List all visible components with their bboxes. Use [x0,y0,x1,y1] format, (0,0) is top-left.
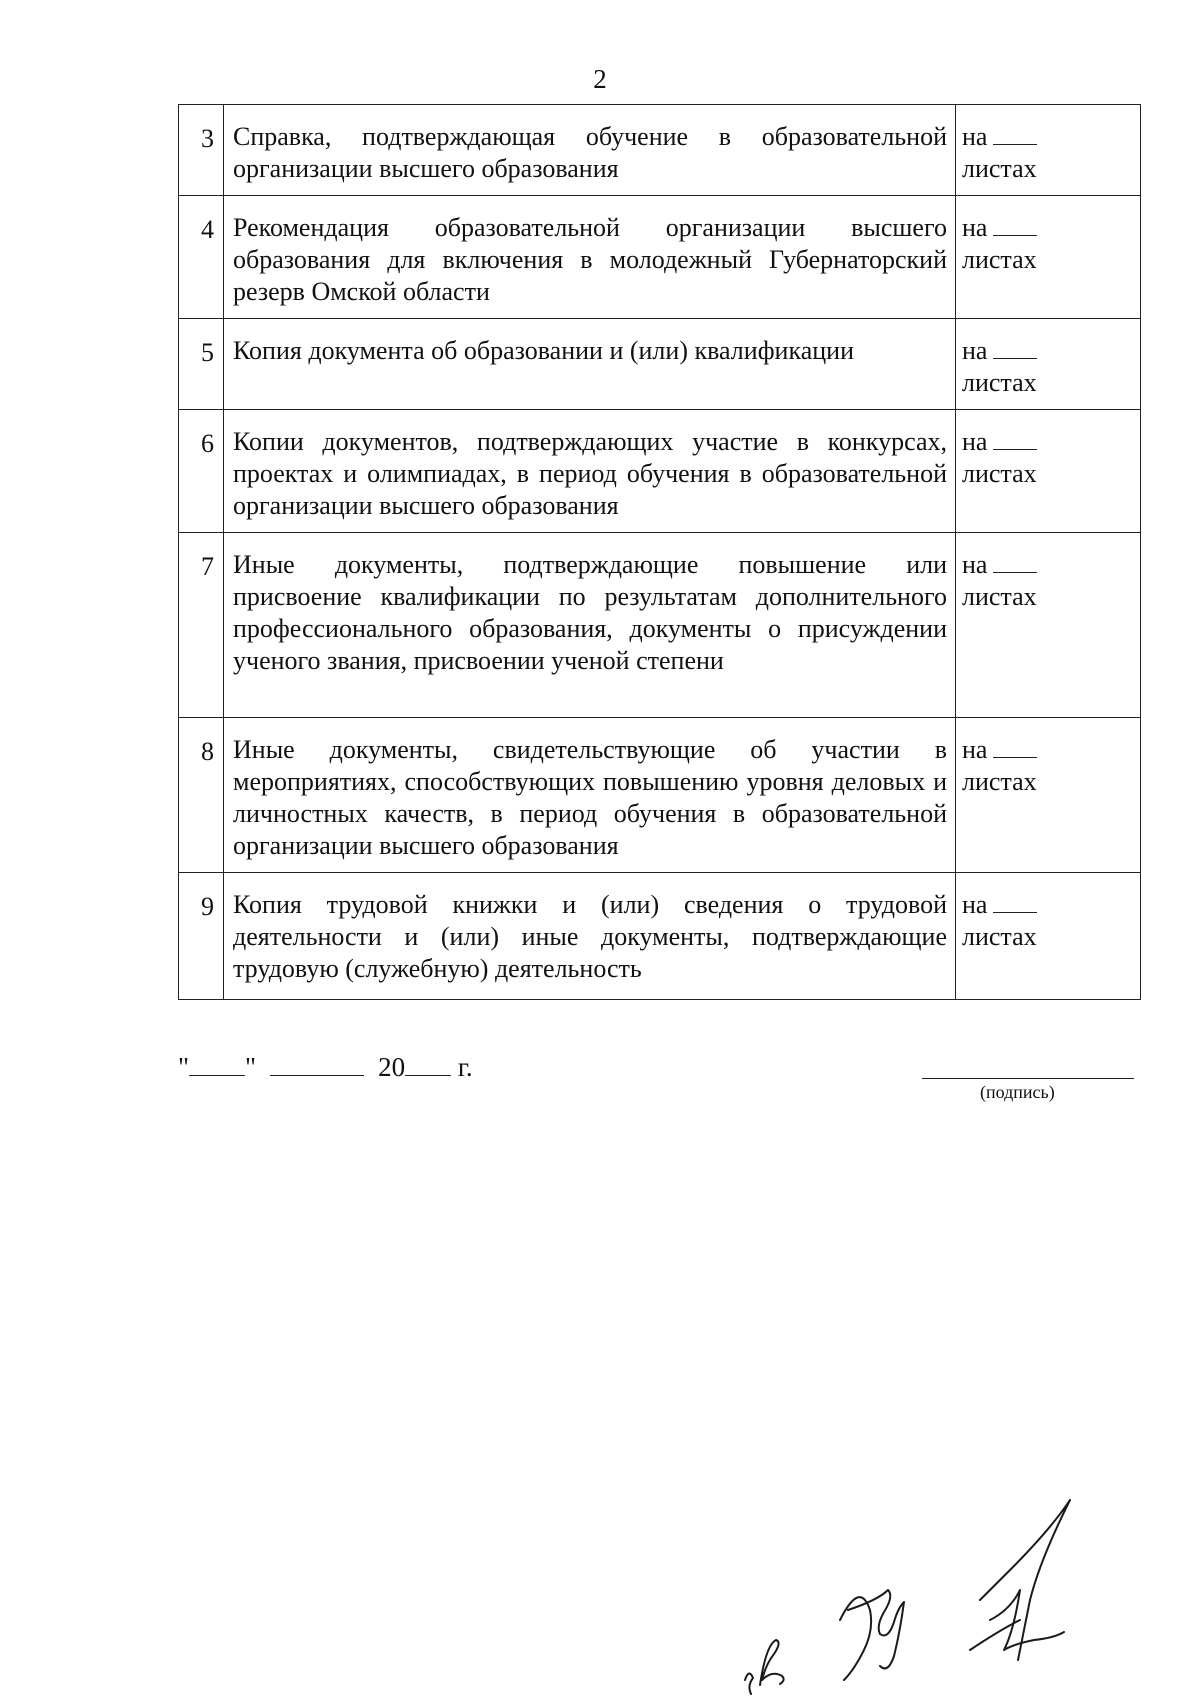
sheets-count-cell [956,718,1141,873]
sheets-suffix: листах [962,368,1037,397]
signature-stroke-two [970,1500,1070,1660]
row-number: 7 [179,533,224,718]
sheets-prefix: на [962,213,988,242]
sheets-count-cell [956,196,1141,319]
table-row [179,319,1141,410]
table-row [179,410,1141,533]
sheets-count-cell [956,873,1141,1000]
document-description: Иные документы, подтверждающие повышение или присвоение квалификации по результатам дополнительного профессионального образования, документы о присуждении ученого звания, присвоении ученой степени [224,533,956,718]
handwritten-signatures [730,1480,1150,1697]
sheets-blank-field [993,427,1037,450]
row-number: 3 [179,105,224,196]
table-row [179,196,1141,319]
signature-caption: (подпись) [980,1082,1055,1102]
table-row [179,718,1141,873]
sheets-blank-field [993,890,1037,913]
table-row [179,105,1141,196]
sheets-suffix: листах [962,767,1037,796]
month-blank [270,1053,364,1076]
row-number: 8 [179,718,224,873]
sheets-prefix: на [962,890,988,919]
sheets-blank-field [993,213,1037,236]
day-blank [189,1053,245,1076]
signature-stroke-one [840,1590,904,1680]
sheets-count-cell [956,410,1141,533]
year-suffix: г. [457,1052,473,1082]
quote-open: " [178,1052,190,1082]
row-number: 4 [179,196,224,319]
sheets-blank-field [993,122,1037,145]
sheets-prefix: на [962,122,988,151]
sheets-suffix: листах [962,459,1037,488]
page-number: 2 [593,64,607,94]
sheets-blank-field [993,336,1037,359]
row-number: 9 [179,873,224,1000]
signature-line [922,1078,1134,1079]
year-prefix: 20 [378,1052,406,1082]
row-number: 5 [179,319,224,410]
sheets-count-cell [956,319,1141,410]
sheets-suffix: листах [962,154,1037,183]
sheets-suffix: листах [962,582,1037,611]
document-description: Справка, подтверждающая обучение в образовательной организации высшего образования [224,105,956,196]
document-description: Иные документы, свидетельствующие об участии в мероприятиях, способствующих повышению уровня деловых и личностных качеств, в период обучения в образовательной организации высшего образования [224,718,956,873]
sheets-blank-field [993,550,1037,573]
sheets-suffix: листах [962,245,1037,274]
table-row [179,873,1141,1000]
sheets-prefix: на [962,427,988,456]
sheets-prefix: на [962,336,988,365]
sheets-prefix: на [962,735,988,764]
sheets-suffix: листах [962,922,1037,951]
year-blank [405,1053,451,1076]
date-field [178,1052,473,1083]
document-description: Копия трудовой книжки и (или) сведения о трудовой деятельности и (или) иные документы, подтверждающие трудовую (служебную) деятельность [224,873,956,1000]
sheets-blank-field [993,735,1037,758]
document-description: Копии документов, подтверждающих участие в конкурсах, проектах и олимпиадах, в период обучения в образовательной организации высшего образования [224,410,956,533]
sheets-prefix: на [962,550,988,579]
initial-mark [745,1640,784,1694]
document-description: Копия документа об образовании и (или) квалификации [224,319,956,410]
row-number: 6 [179,410,224,533]
sheets-count-cell [956,105,1141,196]
documents-table [178,104,1141,1000]
quote-close: " [245,1052,257,1082]
sheets-count-cell [956,533,1141,718]
document-description: Рекомендация образовательной организации высшего образования для включения в молодежный Губернаторский резерв Омской области [224,196,956,319]
table-row [179,533,1141,718]
